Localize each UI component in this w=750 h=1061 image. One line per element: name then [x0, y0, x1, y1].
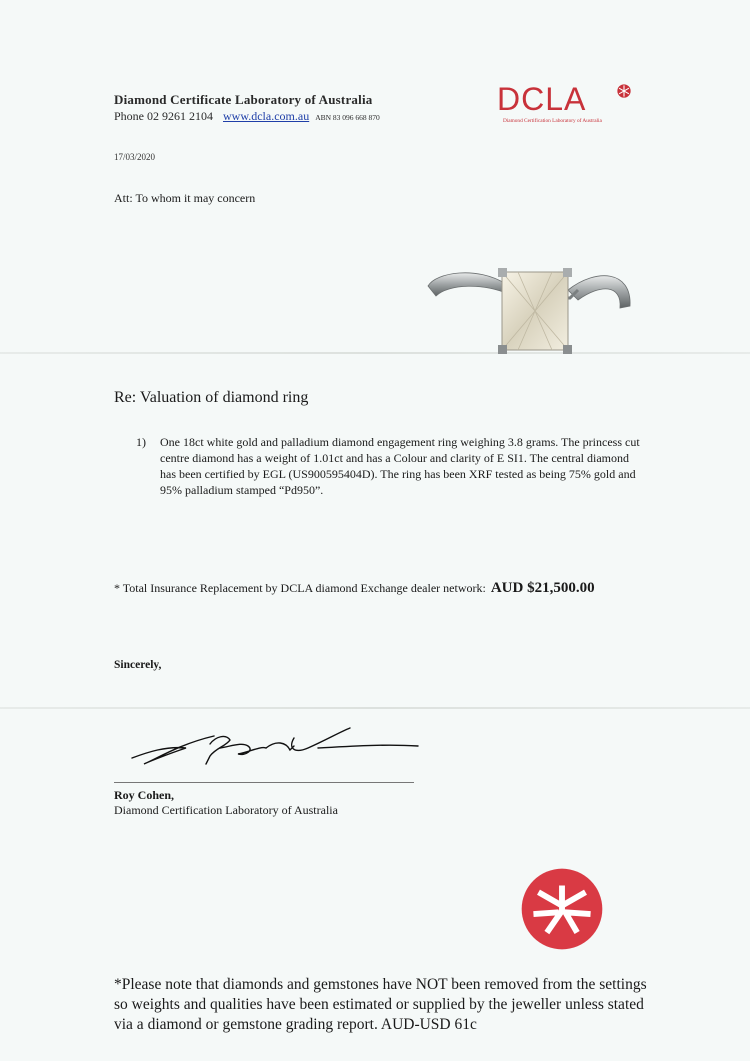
letter-date: 17/03/2020 — [114, 152, 156, 162]
logo-subtitle: Diamond Certification Laboratory of Australia — [503, 118, 602, 124]
attention-line: Att: To whom it may concern — [114, 191, 256, 205]
disclaimer-note: *Please note that diamonds and gemstones have NOT been removed from the settings so weights and qualities have been estimated or supplied by the jeweller unless stated via a diamond or gemstone grading report. AUD-USD 61c — [114, 976, 647, 1033]
organization-name: Diamond Certificate Laboratory of Australia — [114, 92, 373, 107]
signer-name: Roy Cohen, — [114, 788, 175, 802]
logo-text: DCLA — [497, 81, 587, 117]
signature-line — [114, 782, 414, 783]
phone-number: Phone 02 9261 2104 — [114, 109, 213, 123]
diamond-ring-photo — [418, 248, 648, 368]
dcla-seal-icon — [520, 867, 604, 951]
contact-line — [114, 109, 380, 124]
paper-fold-line — [0, 707, 750, 709]
total-valuation-line — [114, 580, 595, 597]
signer-organization: Diamond Certification Laboratory of Australia — [114, 803, 338, 817]
total-amount: AUD $21,500.00 — [490, 580, 595, 596]
closing: Sincerely, — [114, 659, 162, 671]
handwritten-signature — [118, 718, 428, 778]
total-label: * Total Insurance Replacement by DCLA diamond Exchange dealer network: — [114, 581, 486, 595]
website-link[interactable]: www.dcla.com.au — [223, 109, 310, 123]
dcla-logo — [497, 82, 637, 127]
item-number: 1) — [136, 435, 146, 449]
abn-number: ABN 83 096 668 870 — [315, 113, 380, 122]
star-burst-icon — [617, 84, 631, 98]
item-description: One 18ct white gold and palladium diamond engagement ring weighing 3.8 grams. The princess cut centre diamond has a weight of 1.01ct and has a Colour and clarity of E SI1. The central diamond has been certified by EGL (US900595404D). The ring has been XRF tested as being 75% gold and 95% palladium stamped “Pd950”. — [160, 435, 640, 497]
letter-subject: Re: Valuation of diamond ring — [114, 389, 309, 406]
